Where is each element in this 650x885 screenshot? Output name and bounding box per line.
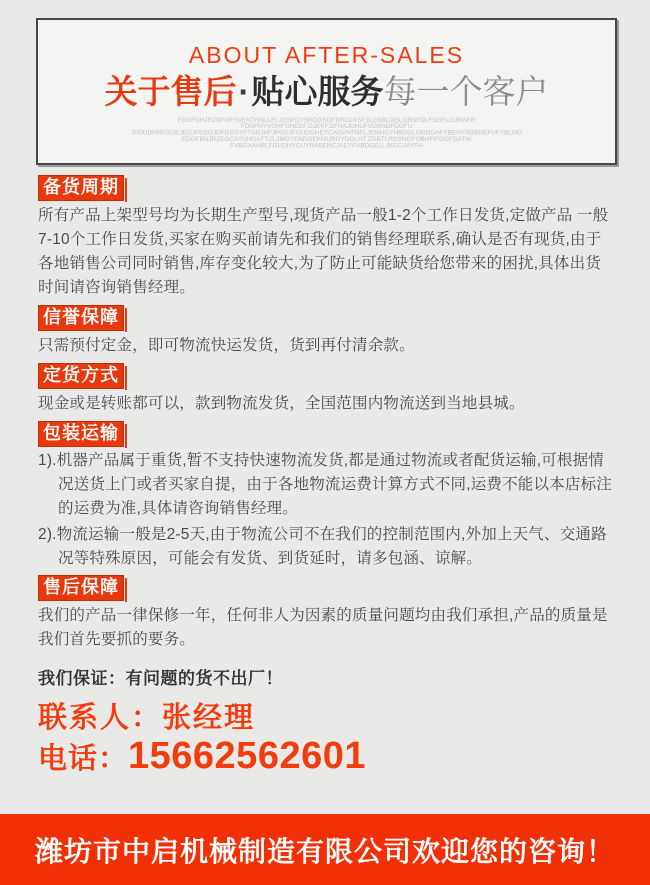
shipping-list-item-2: 2).物流运输一般是2-5天,由于物流公司不在我们的控制范围内,外加上天气、交通路况等特殊原因，可能会有发货、到货延时，请多包涵、谅解。	[38, 526, 607, 567]
guarantee-statement: 我们保证：有问题的货不出厂！	[38, 669, 283, 688]
footer-banner	[0, 814, 650, 885]
title-red-part: 关于售后	[104, 73, 237, 110]
page-title	[38, 74, 615, 109]
section-packing-shipping	[38, 419, 616, 571]
footer-welcome-text: 潍坊市中启机械制造有限公司欢迎您的咨询！	[34, 835, 615, 867]
watermark-line: FVBGXAHBLFGUDHYGUYRABENCJAEYFVBDGELLJKGGJAYFH	[230, 141, 423, 149]
header-box	[36, 18, 617, 165]
contact-phone-label: 电话：	[38, 743, 129, 775]
section-credit-guarantee	[38, 303, 616, 358]
title-dot-separator: ·	[238, 73, 250, 110]
watermark-line: EDGFBNJRZEGCAYUHGAFT.G.JMGYENRGEKMURGYDGLHT.ZGBTLRGSNGFOBHFIFGDFGATW	[181, 135, 472, 143]
title-dark-part: 贴心服务	[251, 73, 384, 110]
section-label-order-method: 定货方式	[38, 363, 124, 389]
section-order-method	[38, 361, 616, 416]
section-text: 只需预付定金，即可物流快运发货，货到再付清余款。	[38, 337, 415, 354]
contact-person-label: 联系人：	[38, 702, 163, 734]
watermark-line: FDGFHYVGHFGHEDF.DJEKF.DFHAJUHUFVDBNDFDGFU	[240, 122, 413, 130]
content-area	[0, 165, 650, 780]
title-light-part: 每一个客户	[383, 73, 549, 110]
section-text: 所有产品上架型号均为长期生产型号,现货产品一般1-2个工作日发货,定做产品 一般7-10个工作日发货,买家在购买前请先和我们的销售经理联系,确认是否有现货,由于各地销售公司同时销售,库存变化较大,为了防止可能缺货给您带来的困扰,具体出货时间请咨询销售经理。	[38, 207, 609, 296]
header-watermark	[96, 117, 558, 149]
contact-person-line	[38, 701, 616, 735]
section-after-sales-guarantee	[38, 573, 616, 652]
section-label-after-sales-guarantee: 售后保障	[38, 575, 124, 601]
section-text: 我们的产品一律保修一年，任何非人为因素的质量问题均由我们承担,产品的质量是我们首先要抓的要务。	[38, 607, 608, 648]
header-en-title: ABOUT AFTER-SALES	[188, 42, 465, 68]
watermark-line: FDGFDHJRZDFGFSVENTRNLLFLJGSFDYSRDGSOFDRDLKSFJLGSBLDGLGRSFDLFSGFLGJRGFR	[177, 116, 476, 124]
contact-block	[38, 701, 616, 780]
shipping-list-item-1: 1).机器产品属于重货,暂不支持快速物流发货,都是通过物流或者配货运输,可根据情况送货上门或者买家自提，由于各地物流运费计算方式不同,运费不能以本店标注的运费为准,具体请咨询销售经理。	[38, 452, 613, 517]
section-text: 现金或是转账都可以，款到物流发货，全国范围内物流送到当地县城。	[38, 395, 525, 412]
section-label-credit-guarantee: 信誉保障	[38, 305, 124, 331]
contact-person-name: 张经理	[162, 702, 256, 734]
section-label-stock-cycle: 备货周期	[38, 175, 124, 201]
contact-phone-number: 15662562601	[128, 735, 366, 777]
contact-phone-line	[38, 735, 616, 780]
watermark-line: JFGUDHRFGIJEJEGJFEDGJDFGGSYFTGBJHFJFGUJFGUDGHEYCAGVHTNFLJEMHGYHBOGLGRDGAFYBEHYSGBNEFUFYBLMG	[130, 129, 523, 137]
section-stock-cycle	[38, 173, 616, 300]
section-label-packing-shipping: 包装运输	[38, 421, 124, 447]
